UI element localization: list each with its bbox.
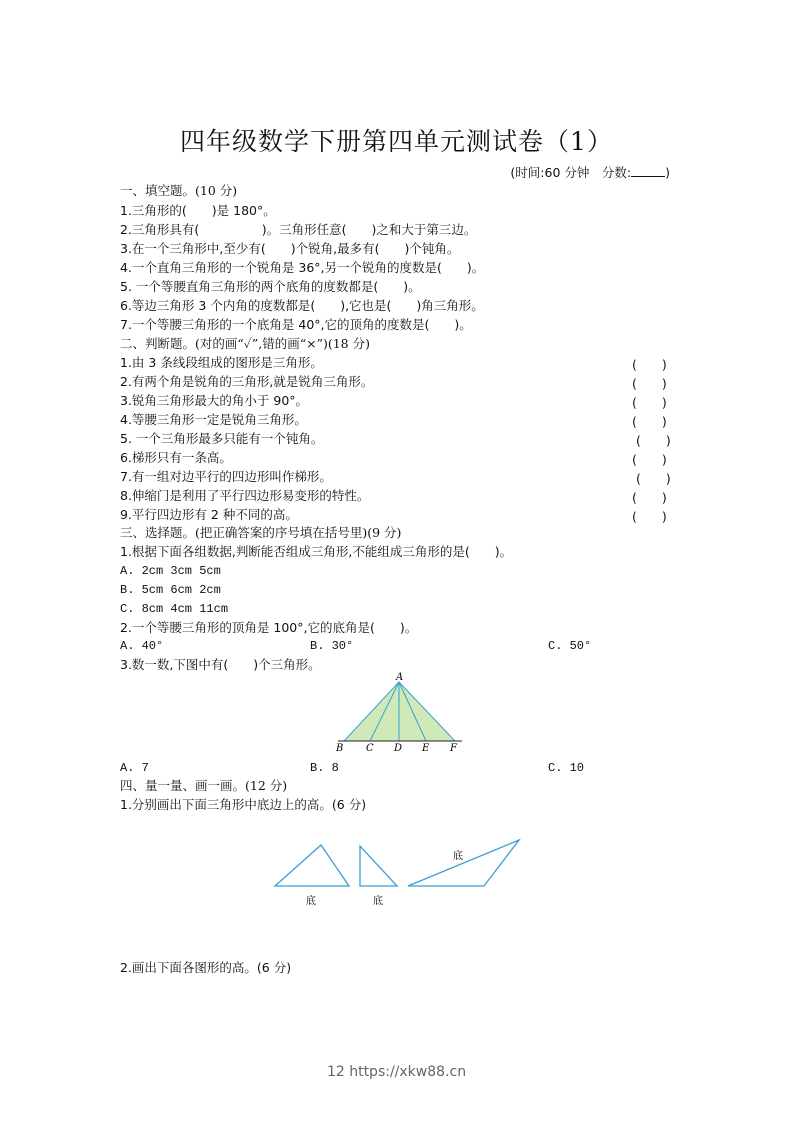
base-label-3: 底 [453,851,463,862]
s2-item-9: 9.平行四边形有 2 种不同的高。 [120,507,298,522]
s1-item-4: 4.一个直角三角形的一个锐角是 36°,另一个锐角的度数是( )。 [120,260,485,275]
s3-q2-option-c: C. 50° [548,639,592,653]
triangle-1 [275,845,349,886]
s3-q3-option-b: B. 8 [310,761,339,775]
base-label-2: 底 [373,896,383,907]
s1-item-5: 5. 一个等腰直角三角形的两个底角的度数都是( )。 [120,279,421,294]
triangle-3 [408,840,519,886]
s3-q1-option-c: C. 8cm 4cm 11cm [120,602,229,616]
s3-question-2: 2.一个等腰三角形的顶角是 100°,它的底角是( )。 [120,620,418,635]
s3-q3-option-a: A. 7 [120,761,149,775]
label-a: A [396,672,404,683]
time-close: ) [665,165,670,180]
section2-heading [120,336,370,352]
section1-heading: 一、填空题。(10 分) [120,183,238,198]
altitude-triangles-figure [265,830,530,915]
s3-question-3: 3.数一数,下图中有( )个三角形。 [120,657,321,672]
s3-q1-option-b: B. 5cm 6cm 2cm [120,583,221,597]
s3-question-1: 1.根据下面各组数据,判断能否组成三角形,不能组成三角形的是( )。 [120,544,513,559]
label-e: E [422,743,430,754]
s2-heading-a: 二、判断题。(对的画“ [120,336,244,351]
answer-paren[interactable]: ( ) [632,395,667,410]
s2-heading-b: ”,错的画“×”)(18 分) [251,336,370,351]
s3-q2-option-a: A. 40° [120,639,164,653]
s2-item-8: 8.伸缩门是利用了平行四边形易变形的特性。 [120,488,370,503]
answer-paren[interactable]: ( ) [632,357,667,372]
label-b: B [336,743,344,754]
page-title: 四年级数学下册第四单元测试卷（1） [180,127,613,156]
answer-paren[interactable]: ( ) [632,490,667,505]
label-f: F [450,743,457,754]
s3-q3-option-c: C. 10 [548,761,585,775]
s2-item-1: 1.由 3 条线段组成的图形是三角形。 [120,355,323,370]
s2-item-3: 3.锐角三角形最大的角小于 90°。 [120,393,309,408]
triangle-2 [360,846,397,886]
s1-item-1: 1.三角形的( )是 180°。 [120,203,276,218]
time-info: (时间:60 分钟 分数: [510,165,632,180]
answer-paren[interactable]: ( ) [636,433,671,448]
s2-item-6: 6.梯形只有一条高。 [120,450,232,465]
s2-item-4: 4.等腰三角形一定是锐角三角形。 [120,412,307,427]
s3-q1-option-a: A. 2cm 3cm 5cm [120,564,221,578]
s2-item-5: 5. 一个三角形最多只能有一个钝角。 [120,431,324,446]
s3-q2-option-b: B. 30° [310,639,354,653]
check-mark: ✓ [243,336,252,351]
answer-paren[interactable]: ( ) [632,509,667,524]
s1-item-7: 7.一个等腰三角形的一个底角是 40°,它的顶角的度数是( )。 [120,317,472,332]
section4-heading: 四、量一量、画一画。(12 分) [120,778,288,793]
answer-paren[interactable]: ( ) [636,471,671,486]
s4-question-1: 1.分别画出下面三角形中底边上的高。(6 分) [120,797,367,812]
answer-paren[interactable]: ( ) [632,452,667,467]
s4-question-2: 2.画出下面各图形的高。(6 分) [120,960,292,975]
label-c: C [366,743,374,754]
s2-item-7: 7.有一组对边平行的四边形叫作梯形。 [120,469,332,484]
section3-heading: 三、选择题。(把正确答案的序号填在括号里)(9 分) [120,525,402,540]
page-footer: 12 https://xkw88.cn [326,1064,467,1080]
score-blank [631,165,665,177]
s2-item-2: 2.有两个角是锐角的三角形,就是锐角三角形。 [120,374,374,389]
answer-paren[interactable]: ( ) [632,414,667,429]
base-label-1: 底 [306,896,316,907]
s1-item-3: 3.在一个三角形中,至少有( )个锐角,最多有( )个钝角。 [120,241,460,256]
time-score-line [510,163,670,181]
s1-item-6: 6.等边三角形 3 个内角的度数都是( ),它也是( )角三角形。 [120,298,484,313]
label-d: D [394,743,403,754]
answer-paren[interactable]: ( ) [632,376,667,391]
s1-item-2: 2.三角形具有( )。三角形任意( )之和大于第三边。 [120,222,477,237]
triangle-count-figure [330,672,470,757]
